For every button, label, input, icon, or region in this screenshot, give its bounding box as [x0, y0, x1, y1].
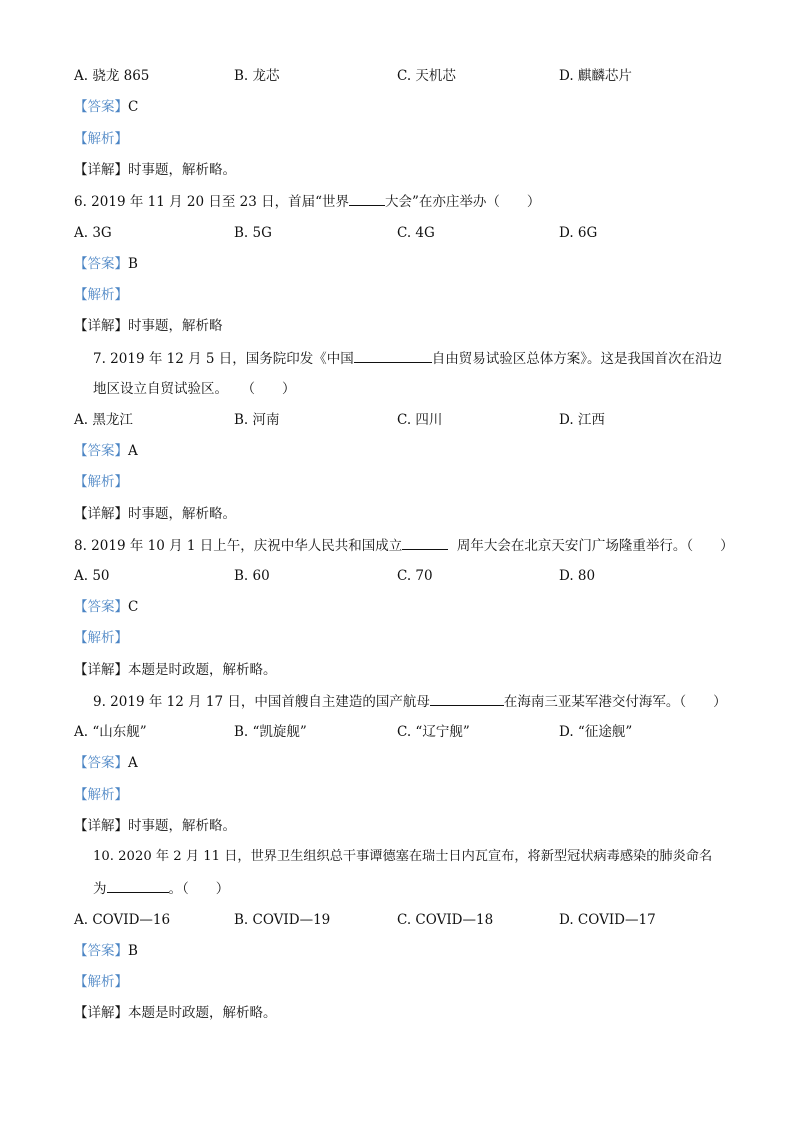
q10-detail: 【详解】本题是时政题，解析略。	[74, 1005, 277, 1021]
q8-analysis: 【解析】	[74, 630, 128, 646]
q7-option-b: B. 河南	[234, 412, 280, 428]
q9-option-c: C. “辽宁舰”	[397, 724, 470, 740]
q5-option-a: A. 骁龙 865	[74, 68, 150, 84]
q8-option-a: A. 50	[74, 568, 110, 584]
q9-option-d: D. “征途舰”	[559, 724, 633, 740]
q6-option-d: D. 6G	[559, 225, 598, 241]
q5-option-c: C. 天机芯	[397, 68, 456, 84]
q6-detail: 【详解】时事题，解析略	[74, 318, 223, 334]
q9-detail: 【详解】时事题，解析略。	[74, 818, 236, 834]
q10-stem-line2: 为 。（ ）	[93, 881, 230, 897]
q10-option-b: B. COVID—19	[234, 912, 331, 928]
q10-option-a: A. COVID—16	[74, 912, 171, 928]
q6-analysis: 【解析】	[74, 287, 128, 303]
q7-detail: 【详解】时事题，解析略。	[74, 506, 236, 522]
q10-option-c: C. COVID—18	[397, 912, 494, 928]
q7-answer: 【答案】A	[74, 443, 138, 459]
q6-stem: 6. 2019 年 11 月 20 日至 23 日，首届“世界 大会”在亦庄举办（ ）	[74, 194, 541, 210]
q9-option-a: A. “山东舰”	[74, 724, 147, 740]
q5-analysis: 【解析】	[74, 131, 128, 147]
q8-option-c: C. 70	[397, 568, 433, 584]
q7-stem-line2: 地区设立自贸试验区。 （ ）	[93, 381, 296, 397]
q7-option-a: A. 黑龙江	[74, 412, 133, 428]
q5-answer: 【答案】C	[74, 99, 139, 115]
q6-option-b: B. 5G	[234, 225, 272, 241]
q7-analysis: 【解析】	[74, 474, 128, 490]
q9-analysis: 【解析】	[74, 787, 128, 803]
q9-stem: 9. 2019 年 12 月 17 日，中国首艘自主建造的国产航母 在海南三亚某军港交付海军。（ ）	[93, 694, 727, 710]
q6-option-a: A. 3G	[74, 225, 112, 241]
q6-answer: 【答案】B	[74, 256, 138, 272]
q7-option-d: D. 江西	[559, 412, 605, 428]
q9-option-b: B. “凯旋舰”	[234, 724, 307, 740]
q10-answer: 【答案】B	[74, 943, 138, 959]
q8-answer: 【答案】C	[74, 599, 139, 615]
q7-option-c: C. 四川	[397, 412, 443, 428]
q8-detail: 【详解】本题是时政题，解析略。	[74, 662, 277, 678]
q5-option-b: B. 龙芯	[234, 68, 280, 84]
q6-option-c: C. 4G	[397, 225, 435, 241]
q5-option-d: D. 麒麟芯片	[559, 68, 632, 84]
q10-stem-line1: 10. 2020 年 2 月 11 日，世界卫生组织总干事谭德塞在瑞士日内瓦宣布，将新型冠状病毒感染的肺炎命名	[93, 849, 713, 864]
q9-answer: 【答案】A	[74, 755, 138, 771]
q8-stem: 8. 2019 年 10 月 1 日上午，庆祝中华人民共和国成立 周年大会在北京天安门广场隆重举行。（ ）	[74, 538, 734, 554]
q5-detail: 【详解】时事题，解析略。	[74, 162, 236, 178]
q8-option-b: B. 60	[234, 568, 270, 584]
q10-option-d: D. COVID—17	[559, 912, 656, 928]
q7-stem-line1: 7. 2019 年 12 月 5 日，国务院印发《中国 自由贸易试验区总体方案》。这是我国首次在沿边	[93, 351, 723, 367]
q10-analysis: 【解析】	[74, 974, 128, 990]
q8-option-d: D. 80	[559, 568, 596, 584]
